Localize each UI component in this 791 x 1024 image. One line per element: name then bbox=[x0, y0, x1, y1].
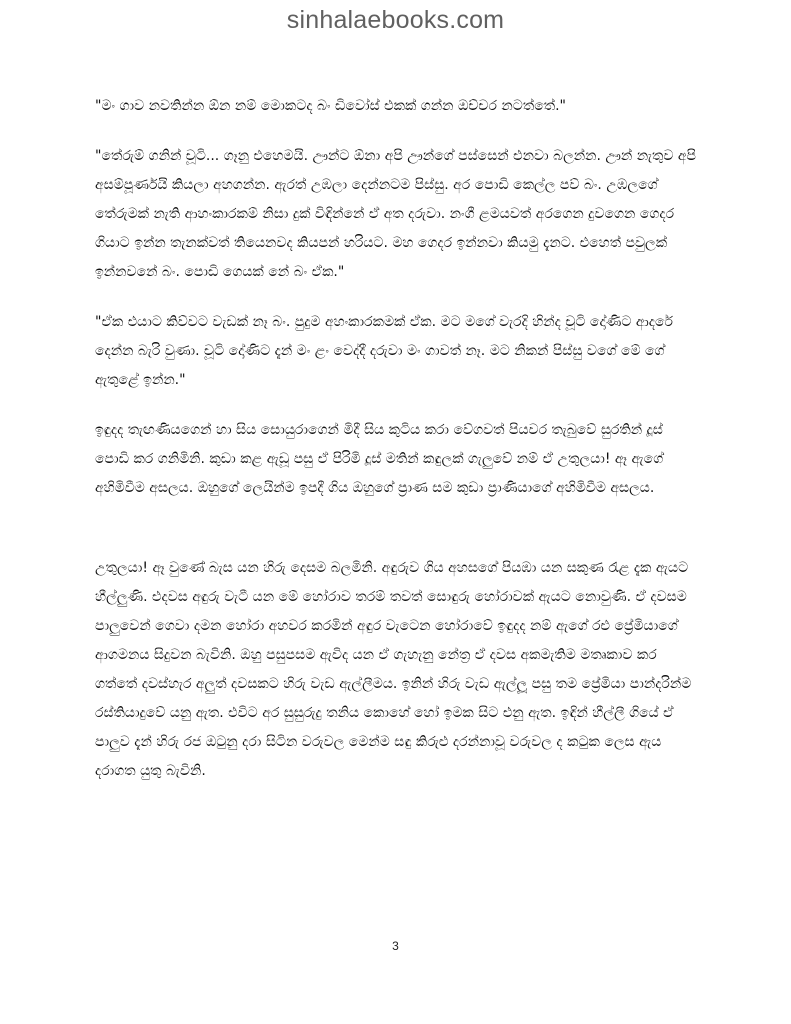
story-text-body bbox=[95, 92, 700, 786]
narrative-paragraph-2: උතුලයා! ඈ වුණේ බැස යන හිරු දෙසම බලමිනි. අඳුරුව ගිය අහසගේ පියඹා යන සකුණ රැළ දැක ඇයට හීල්ලුණි. එදවස අඳුරු වැටී යන මේ හෝරාව තරම් තවත් සොඳුරු හෝරාවක් ඇයට නොවුණි. ඒ දවසම පාලුවෙන් ගෙවා දමන හෝරා අහවර කරමින් අඳුර වැටෙන හෝරාවේ ඉඳුදද නම් ඇගේ රළු ප්‍රේමියාගේ ආගමනය සිදුවන බැවිනි. ඔහු පසුපසම ඇවිද යන ඒ ගැහැනු නේත්‍ර ඒ දවස අකමැතිම මතෘකාව කර ගත්තේ දවස්හැර අලුත් දවසකට හිරු වැඩ ඇල්ලීමය. ඉනින් හිරු වැඩ ඇල්ලූ පසු තම ප්‍රේමියා පාන්දරින්ම රස්තියාදුවේ යනු ඇත. එවිට අර සුසුරුදු තනිය කොහේ හෝ ඉමක සිට එනු ඇත. ඉඳින් හීල්ලී ගියේ ඒ පාලුව දැන් හිරු රජ ඔටුනු දරා සිටින වරුවල මෙන්ම සඳු කිරුළු දරන්නාවූ වරුවල ද කටුක ලෙස ඇය දරාගත යුතු බැවිනි. bbox=[95, 560, 692, 779]
narrative-paragraph-1: ඉඳුදද තැඟණියගෙන් හා සිය සොයුරාගෙන් මිදී සිය කුටිය කරා වේගවත් පියවර තැබුවේ සුරතින් දූස් පොඩි කර ගනිමිනි. කුඩා කළ ඇඩූ පසු ඒ පිරිමි දූස් මතින් කඳුලක් ගැලුවේ නම් ඒ උතුලයා! ඈ ඇගේ අහිමිවීම අසලය. ඔහුගේ ලෙයින්ම ඉපදී ගිය ඔහුගේ ප්‍රාණ සම කුඩා ප්‍රාණියාගේ අහිමිවීම අසලය. bbox=[95, 422, 664, 496]
dialogue-paragraph-2: "තේරුම් ගනින් චූටි... ගෑනු එහෙමයි. ඌන්ට ඕනා අපි ඌන්ගේ පස්සෙන් එනවා බලන්න. ඌන් නැතුව අපි අසම්පූර්ණයි කියලා අහගන්න. ඇරත් උඹලා දෙන්නටම පිස්සු. අර පොඩි කෙල්ල පව් බං. උඹලගේ තේරුමක් නැති ආහංකාරකම් නිසා දුක් විඳින්නේ ඒ අත දරුවා. නංගී ළමයවත් අරගෙන දුවගෙන ගෙදර ගියාට ඉන්න තැනක්වත් තියෙනවද කියපන් හරියට. මහ ගෙදර ඉන්නවා කියමු දැනට. එහෙත් පවුලක් ඉන්නවනේ බං. පොඩි ගෙයක් නේ බං ඒක." bbox=[95, 148, 696, 280]
dialogue-paragraph-3: "ඒක එයාට කිව්වට වැඩක් නෑ බං. පුදුම අහංකාරකමක් ඒක. මට මගේ වැරදි හින්ද චූටි දෝණිට ආදරේ දෙන්න බැරි වුණා. චූටි දෝණිට දැන් මං ළං වෙද්දී දරුවා මං ගාවත් නෑ. මට නිකන් පිස්සු වගේ මේ ගේ ඇතුළේ ඉන්න." bbox=[95, 314, 674, 388]
site-watermark-header: sinhalaebooks.com bbox=[286, 6, 505, 34]
page-number: 3 bbox=[392, 939, 399, 953]
dialogue-paragraph-1: "මං ගාව නවතින්න ඕන නම් මොකටද බං ඩිවෝස් එකක් ගන්න ඔච්චර නටත්තේ." bbox=[95, 98, 566, 114]
